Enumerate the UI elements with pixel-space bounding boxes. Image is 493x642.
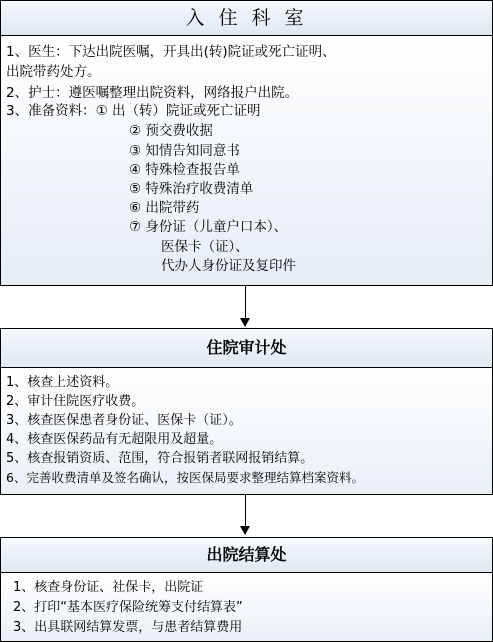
- step-line: 6、完善收费清单及签名确认，按医保局要求整理结算档案资料。: [6, 470, 364, 485]
- step-line: 3、出具联网结算发票，与患者结算费用: [13, 620, 243, 635]
- discharge-settlement-body: [1, 573, 492, 641]
- audit-department-title: 住院审计处: [1, 329, 492, 368]
- material-item: ② 预交费收据: [129, 123, 213, 139]
- material-item: 代办人身份证及复印件: [161, 258, 296, 274]
- step-line: 3、准备资料：① 出（转）院证或死亡证明: [6, 103, 261, 119]
- step-line: 2、护士：遵医嘱整理出院资料，网络报户出院。: [6, 85, 299, 101]
- material-item: ⑥ 出院带药: [129, 200, 200, 216]
- material-item: ③ 知情告知同意书: [129, 143, 240, 159]
- step-line: 2、打印“基本医疗保险统筹支付结算表”: [13, 600, 243, 615]
- step-line: 1、核查上述资料。: [6, 375, 119, 390]
- material-item: ⑦ 身份证（儿童户口本）、: [129, 219, 288, 235]
- flow-arrow-line: [245, 286, 246, 318]
- audit-department-box: [0, 328, 493, 495]
- admission-department-body: [1, 36, 492, 285]
- material-item: 医保卡（证）、: [161, 239, 249, 255]
- material-item: ④ 特殊检查报告单: [129, 162, 240, 178]
- flow-arrow-head-icon: [240, 318, 250, 327]
- discharge-settlement-box: [0, 537, 493, 642]
- step-line: 3、核查医保患者身份证、医保卡（证）。: [6, 413, 242, 428]
- step-line: 5、核查报销资质、范围，符合报销者联网报销结算。: [6, 451, 314, 466]
- flow-arrow-head-icon: [240, 526, 250, 535]
- step-line: 1、医生：下达出院医嘱，开具出(转)院证或死亡证明、: [6, 44, 336, 60]
- admission-department-box: [0, 0, 493, 286]
- material-item: ⑤ 特殊治疗收费清单: [129, 181, 254, 197]
- audit-department-body: [1, 368, 492, 494]
- admission-department-title: 入 住 科 室: [1, 1, 492, 36]
- step-line: 2、审计住院医疗收费。: [6, 394, 145, 409]
- step-line: 4、核查医保药品有无超限用及超量。: [6, 432, 223, 447]
- discharge-settlement-title: 出院结算处: [1, 538, 492, 573]
- flow-arrow-line: [245, 495, 246, 526]
- step-line: 1、核查身份证、社保卡，出院证: [13, 580, 204, 595]
- step-line: 出院带药处方。: [6, 64, 101, 80]
